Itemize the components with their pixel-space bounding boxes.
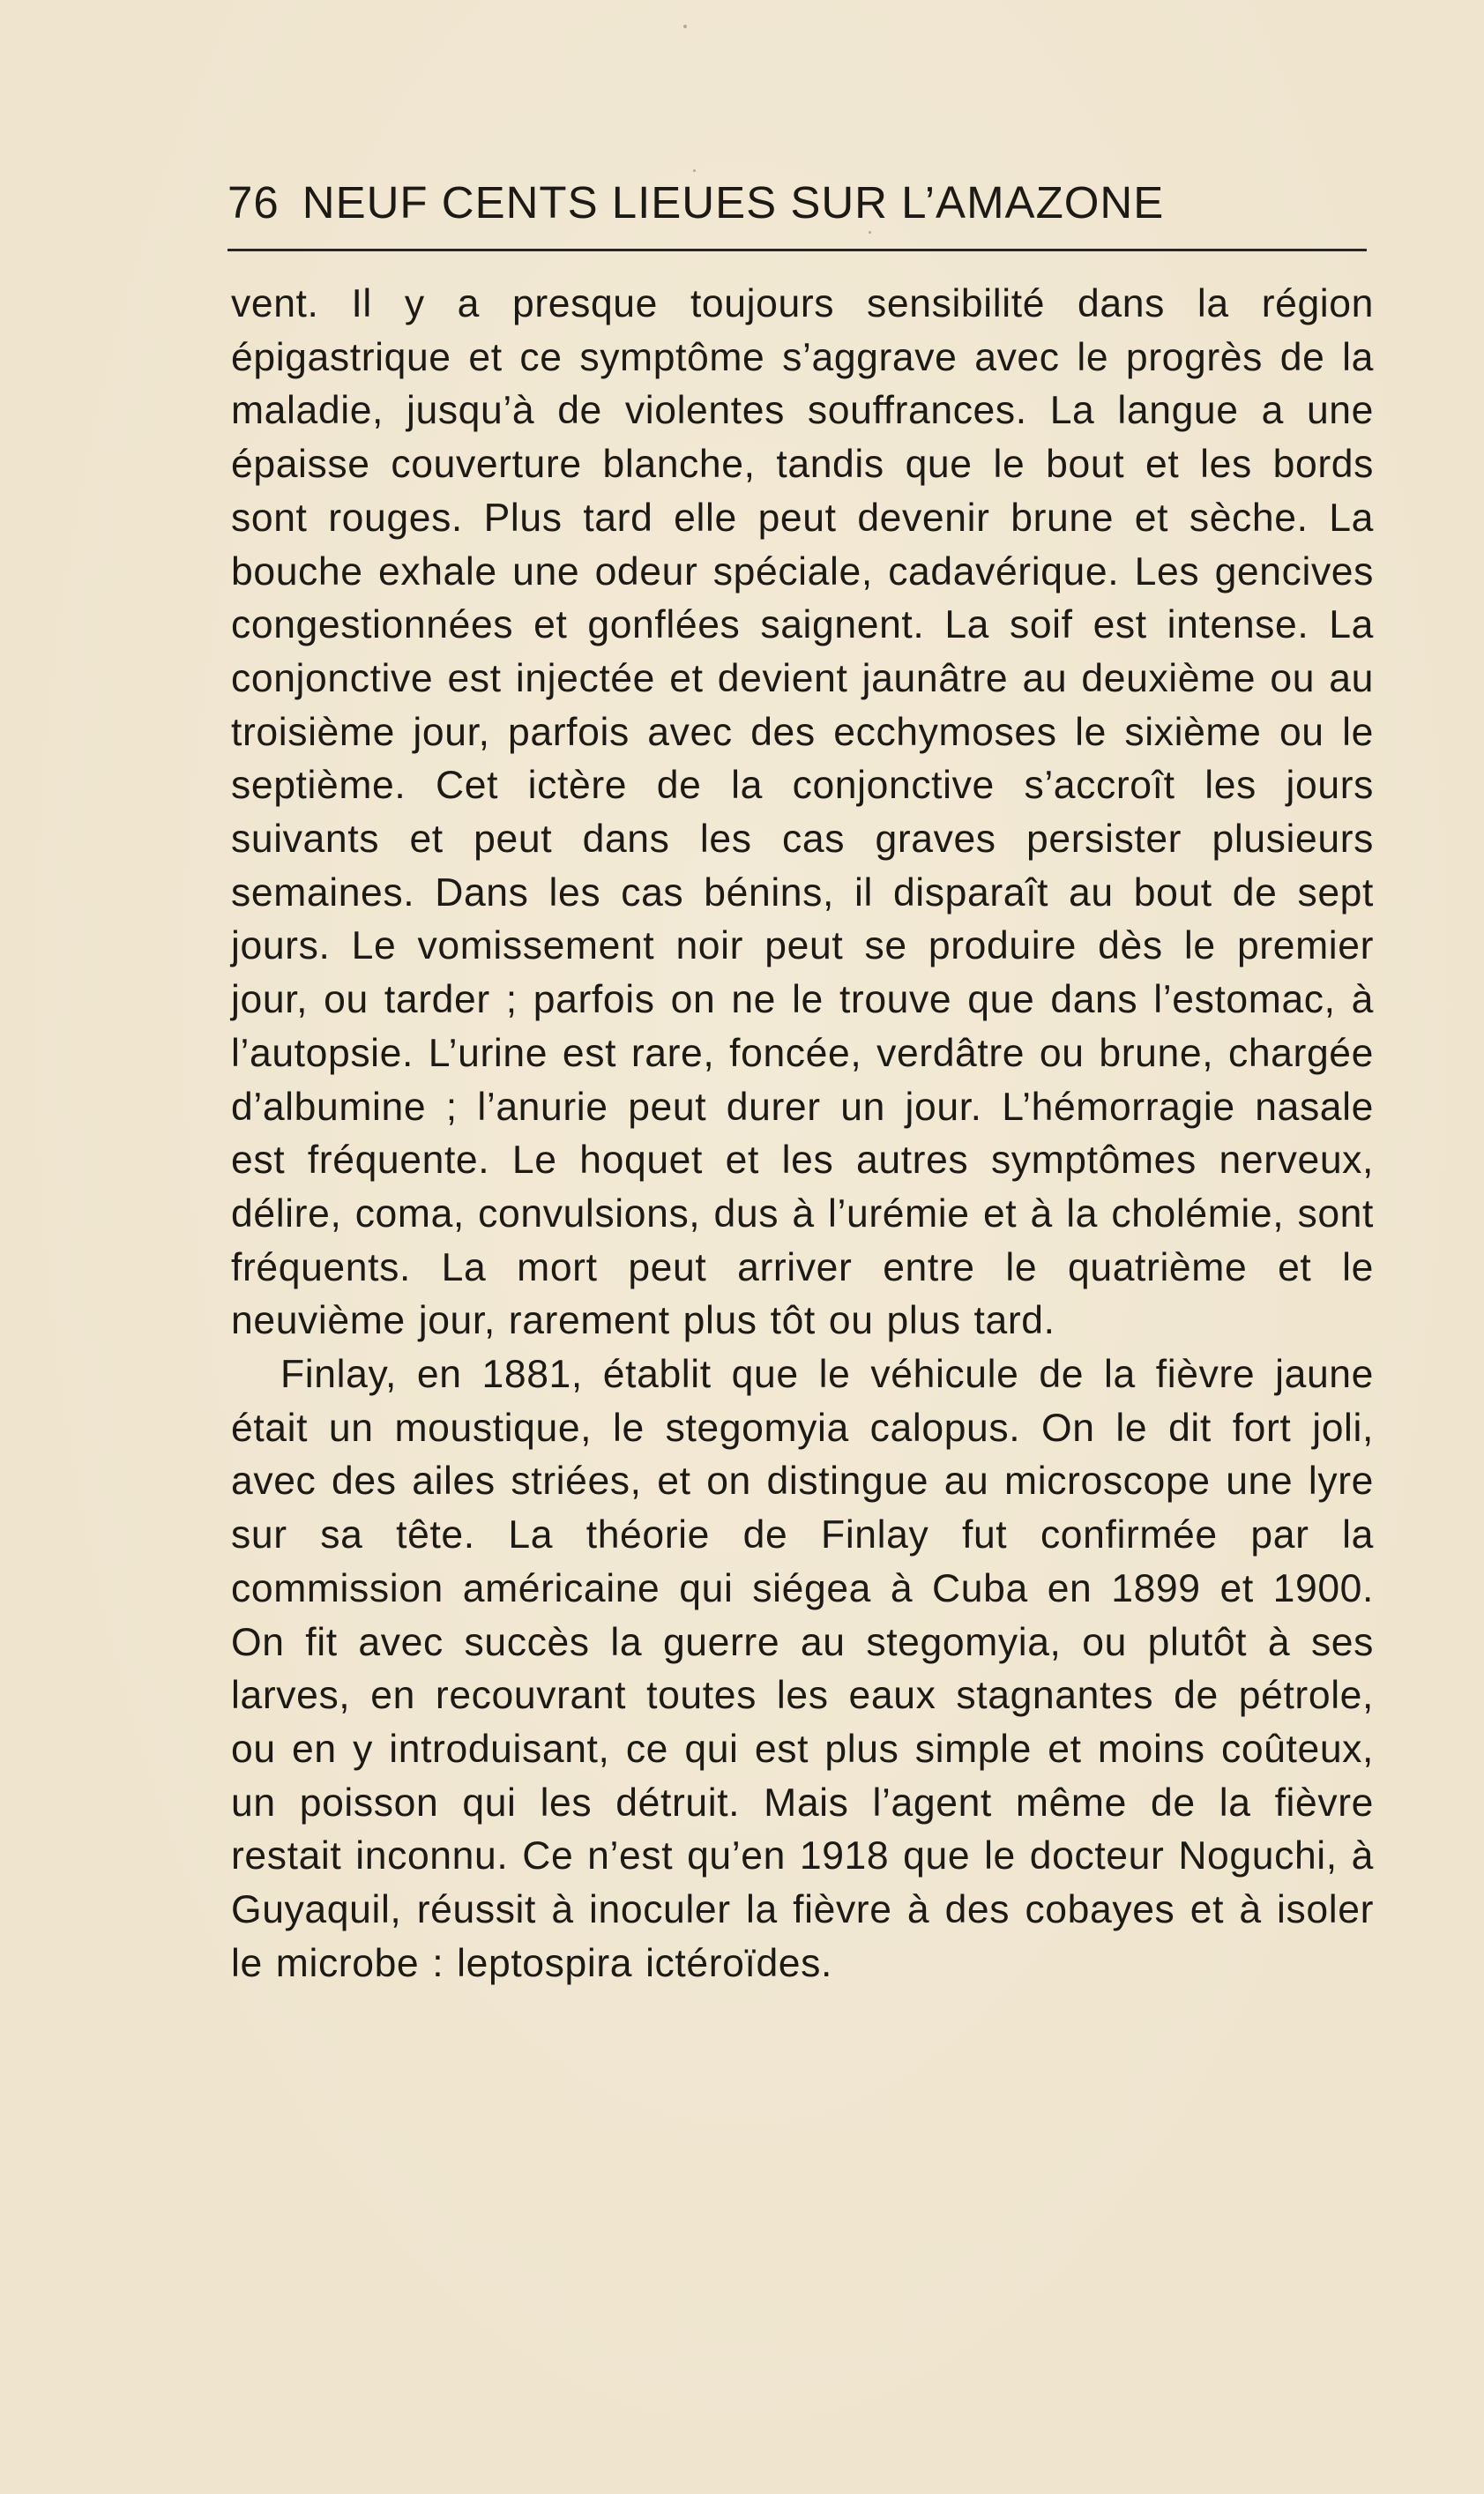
paragraph-continuation: vent. Il y a presque toujours sensibilité dans la région épigastrique et ce symptôme s’aggrave avec le progrès de la maladie, jusqu’à de violentes souffrances. La langue a une épaisse couverture blanche, tandis que le bout et les bords sont rouges. Plus tard elle peut devenir brune et sèche. La bouche exhale une odeur spéciale, cadavérique. Les gencives congestionnées et gonflées saignent. La soif est intense. La conjonctive est injectée et devient jaunâtre au deuxième ou au troisième jour, parfois avec des ecchymoses le sixième ou le septième. Cet ictère de la conjonctive s’accroît les jours suivants et peut dans les cas graves persister plusieurs semaines. Dans les cas bénins, il disparaît au bout de sept jours. Le vomissement noir peut se produire dès le premier jour, ou tarder ; parfois on ne le trouve que dans l’estomac, à l’autopsie. L’urine est rare, foncée, verdâtre ou brune, chargée d’albumine ; l’anurie peut durer un jour. L’hémorragie nasale est fréquente. Le hoquet et les autres symptômes nerveux, délire, coma, convulsions, dus à l’urémie et à la cholémie, sont fréquents. La mort peut arriver entre le quatrième et le neuvième jour, rarement plus tôt ou plus tard. <box>231 282 1374 1343</box>
paragraph-finlay: Finlay, en 1881, établit que le véhicule de la fièvre jaune était un moustique, le stegomyia calopus. On le dit fort joli, avec des ailes striées, et on distingue au microscope une lyre sur sa tête. La théorie de Finlay fut confirmée par la commission américaine qui siégea à Cuba en 1899 et 1900. On fit avec succès la guerre au stegomyia, ou plutôt à ses larves, en recouvrant toutes les eaux stagnantes de pétrole, ou en y introduisant, ce qui est plus simple et moins coûteux, un poisson qui les détruit. Mais l’agent même de la fièvre restait inconnu. Ce n’est qu’en 1918 que le docteur Noguchi, à Guyaquil, réussit à inoculer la fièvre à des cobayes et à isoler le microbe : leptospira ictéroïdes. <box>231 1353 1374 1985</box>
page-number: 76 <box>227 177 280 228</box>
paper-speck <box>683 25 687 28</box>
header-rule <box>227 249 1367 251</box>
running-head <box>227 172 1365 234</box>
paper-speck <box>869 231 871 234</box>
paper-speck <box>693 169 696 172</box>
body-text <box>231 278 1374 1991</box>
running-title: NEUF CENTS LIEUES SUR L’AMAZONE <box>302 177 1165 228</box>
